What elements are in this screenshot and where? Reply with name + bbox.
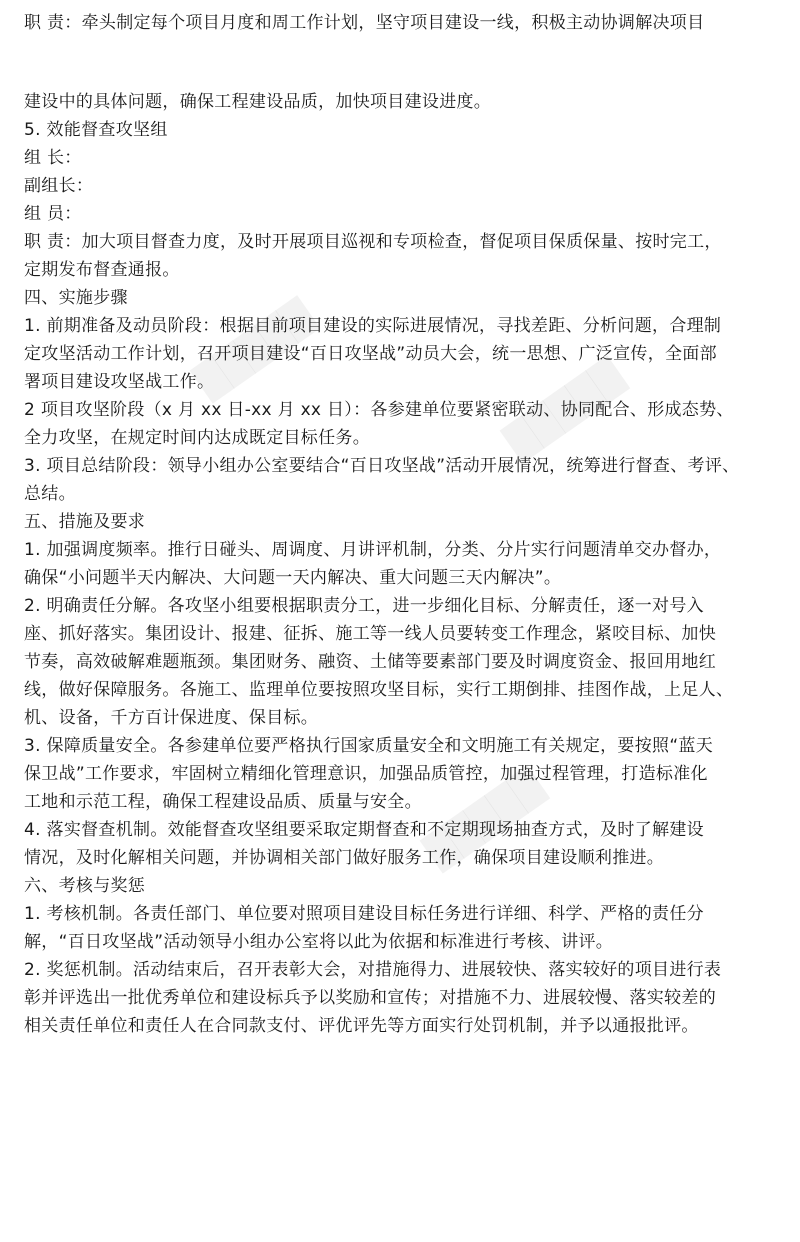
text-line: 3. 保障质量安全。各参建单位要严格执行国家质量安全和文明施工有关规定，要按照“蓝天 bbox=[24, 736, 714, 756]
section-heading: 五、措施及要求 bbox=[24, 512, 146, 532]
text-line: 彰并评选出一批优秀单位和建设标兵予以奖励和宣传；对措施不力、进展较慢、落实较差的 bbox=[24, 988, 716, 1008]
text-line: 解，“百日攻坚战”活动领导小组办公室将以此为依据和标准进行考核、讲评。 bbox=[24, 932, 614, 952]
text-line: 确保“小问题半天内解决、大问题一天内解决、重大问题三天内解决”。 bbox=[24, 568, 562, 588]
section-heading: 六、考核与奖惩 bbox=[24, 876, 146, 896]
text-line: 2. 奖惩机制。活动结束后，召开表彰大会，对措施得力、进展较快、落实较好的项目进行表 bbox=[24, 960, 722, 980]
text-line: 1. 考核机制。各责任部门、单位要对照项目建设目标任务进行详细、科学、严格的责任分 bbox=[24, 904, 704, 924]
watermark: █████ bbox=[500, 356, 631, 464]
text-line: 座、抓好落实。集团设计、报建、征拆、施工等一线人员要转变工作理念，紧咬目标、加快 bbox=[24, 624, 716, 644]
text-line: 定攻坚活动工作计划，召开项目建设“百日攻坚战”动员大会，统一思想、广泛宣传，全面部 bbox=[24, 344, 717, 364]
section-heading: 5. 效能督查攻坚组 bbox=[24, 120, 168, 140]
text-line: 副组长： bbox=[24, 176, 94, 196]
text-line: 线，做好保障服务。各施工、监理单位要按照攻坚目标，实行工期倒排、挂图作战，上足人、 bbox=[24, 680, 734, 700]
text-line: 组 员： bbox=[24, 204, 82, 224]
text-line: 职 责：加大项目督查力度，及时开展项目巡视和专项检查，督促项目保质保量、按时完工， bbox=[24, 232, 722, 252]
text-line: 节奏，高效破解难题瓶颈。集团财务、融资、土储等要素部门要及时调度资金、报回用地红 bbox=[24, 652, 716, 672]
text-line: 定期发布督查通报。 bbox=[24, 260, 180, 280]
text-line: 1. 前期准备及动员阶段：根据目前项目建设的实际进展情况，寻找差距、分析问题，合理制 bbox=[24, 316, 722, 336]
text-line: 情况，及时化解相关问题，并协调相关部门做好服务工作，确保项目建设顺利推进。 bbox=[24, 848, 665, 868]
text-line: 4. 落实督查机制。效能督查攻坚组要采取定期督查和不定期现场抽查方式，及时了解建设 bbox=[24, 820, 704, 840]
text-line: 2 项目攻坚阶段（x 月 xx 日-xx 月 xx 日）：各参建单位要紧密联动、协同配合、形成态势、 bbox=[24, 400, 734, 420]
text-line: 职 责：牵头制定每个项目月度和周工作计划，坚守项目建设一线，积极主动协调解决项目 bbox=[24, 13, 705, 33]
text-line: 相关责任单位和责任人在合同款支付、评优评先等方面实行处罚机制，并予以通报批评。 bbox=[24, 1016, 699, 1036]
watermark: █████ bbox=[420, 766, 551, 874]
text-line: 工地和示范工程，确保工程建设品质、质量与安全。 bbox=[24, 792, 422, 812]
text-line: 总结。 bbox=[24, 484, 76, 504]
section-heading: 四、实施步骤 bbox=[24, 288, 128, 308]
text-line: 署项目建设攻坚战工作。 bbox=[24, 372, 215, 392]
text-line: 保卫战”工作要求，牢固树立精细化管理意识，加强品质管控，加强过程管理，打造标准化 bbox=[24, 764, 708, 784]
text-line: 机、设备，千方百计保进度、保目标。 bbox=[24, 708, 319, 728]
text-line: 建设中的具体问题，确保工程建设品质，加快项目建设进度。 bbox=[24, 92, 492, 112]
text-line: 3. 项目总结阶段：领导小组办公室要结合“百日攻坚战”活动开展情况，统筹进行督查、考评、 bbox=[24, 456, 740, 476]
text-line: 全力攻坚，在规定时间内达成既定目标任务。 bbox=[24, 428, 370, 448]
text-line: 1. 加强调度频率。推行日碰头、周调度、月讲评机制，分类、分片实行问题清单交办督办， bbox=[24, 540, 722, 560]
watermark: █████ bbox=[190, 296, 321, 404]
text-line: 2. 明确责任分解。各攻坚小组要根据职责分工，进一步细化目标、分解责任，逐一对号入 bbox=[24, 596, 704, 616]
cut-off-line bbox=[24, 0, 464, 2]
text-line: 组 长： bbox=[24, 148, 82, 168]
